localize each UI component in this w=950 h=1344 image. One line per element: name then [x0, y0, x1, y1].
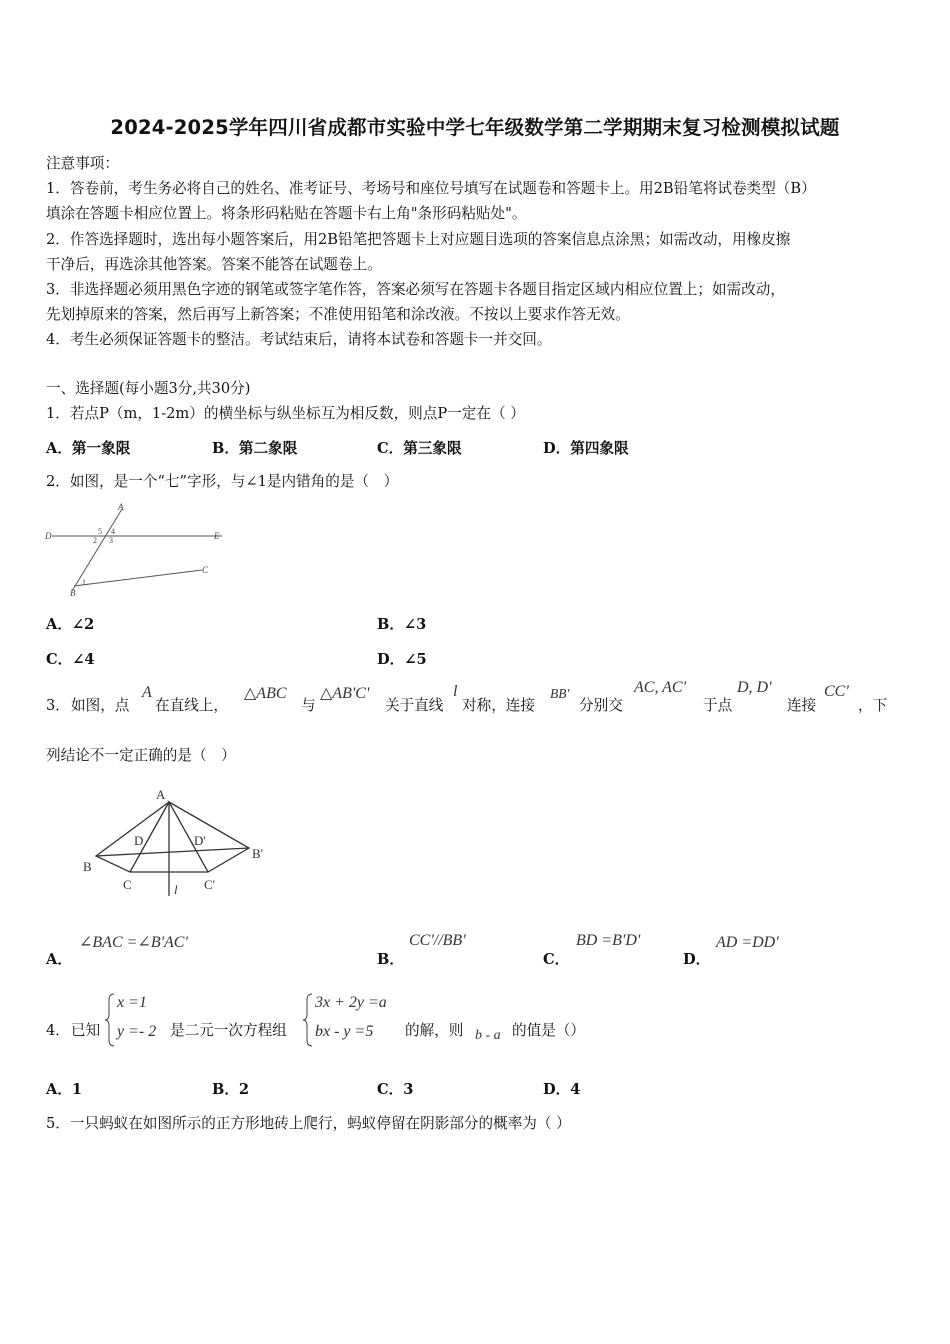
label-angle-2: 2 — [93, 536, 97, 545]
question-text: 列结论不一定正确的是（ ） — [46, 747, 236, 764]
math-triangle-abc-prime: △AB'C' — [320, 685, 370, 702]
notice-line: 干净后，再选涂其他答案。答案不能答在试题卷上。 — [46, 256, 382, 273]
option-c: C．第三象限 — [377, 440, 462, 457]
label-b: B — [83, 859, 92, 874]
triangle-abc-prime — [169, 802, 249, 872]
question-number: 4． — [46, 1022, 70, 1039]
option-a-letter: A． — [46, 951, 72, 968]
question-text: ，下 — [858, 697, 888, 714]
option-c-letter: C． — [543, 951, 570, 968]
label-e: E — [214, 531, 220, 541]
option-d-math: AD =DD' — [716, 934, 779, 951]
system2-eq2: bx - y =5 — [315, 1023, 374, 1040]
question-text: 的解，则 — [405, 1022, 464, 1039]
math-triangle-abc: △ABC — [244, 685, 287, 702]
question-number: 5． — [46, 1115, 70, 1132]
question-text: 的值是（） — [512, 1022, 585, 1039]
notice-line: 先划掉原来的答案，然后再写上新答案；不准使用铅笔和涂改液。不按以上要求作答无效。 — [46, 306, 630, 323]
question-2 — [46, 470, 398, 491]
segment-bb-prime — [96, 848, 249, 856]
question-number: 1． — [46, 405, 70, 422]
label-d-prime: D' — [194, 833, 206, 848]
q3-figure — [80, 780, 275, 900]
math-point-a: A — [142, 684, 152, 701]
question-number: 3． — [46, 697, 70, 714]
notice-line: 填涂在答题卡相应位置上。将条形码粘贴在答题卡右上角"条形码粘贴处"。 — [46, 205, 527, 222]
question-text: 如图，点 — [71, 697, 130, 714]
label-angle-4: 4 — [111, 527, 115, 536]
line-bc — [74, 570, 202, 586]
question-text: 一只蚂蚁在如图所示的正方形地砖上爬行，蚂蚁停留在阴影部分的概率为（ ） — [69, 1115, 571, 1132]
question-text: 连接 — [787, 697, 817, 714]
question-text: 关于直线 — [385, 697, 444, 714]
math-ac-ac-prime: AC, AC' — [634, 679, 687, 696]
question-text: 在直线上， — [155, 697, 228, 714]
question-text: 若点P（m，1-2m）的横坐标与纵坐标互为相反数，则点P一定在（ ） — [69, 405, 525, 422]
question-text: 对称，连接 — [462, 697, 535, 714]
label-c-prime: C' — [204, 877, 216, 892]
label-d: D — [134, 833, 144, 848]
label-angle-1: 1 — [82, 578, 86, 587]
label-angle-5: 5 — [98, 527, 102, 536]
notice-line: 3．非选择题必须用黑色字迹的钢笔或签字笔作答，答案必须写在答题卡各题目指定区域内相应位置上；如需改动， — [46, 281, 785, 298]
option-a-math: ∠BAC =∠B'AC' — [79, 934, 188, 951]
math-b-minus-a: b - a — [475, 1028, 501, 1043]
option-b-letter: B． — [377, 951, 404, 968]
question-text: 于点 — [703, 697, 733, 714]
option-b-math: CC'//BB' — [409, 932, 466, 949]
system2-eq1: 3x + 2y =a — [315, 994, 387, 1011]
page-title: 2024-2025学年四川省成都市实验中学七年级数学第二学期期末复习检测模拟试题 — [110, 116, 840, 139]
brace-icon — [302, 992, 314, 1048]
option-a: A．第一象限 — [46, 440, 131, 457]
line-ab — [72, 509, 122, 591]
notice-heading: 注意事项： — [46, 155, 119, 172]
notice-line: 4．考生必须保证答题卡的整洁。考试结束后，请将本试卷和答题卡一并交回。 — [46, 331, 552, 348]
section-heading: 一、选择题(每小题3分,共30分) — [46, 380, 251, 397]
option-c: C．3 — [377, 1081, 414, 1098]
question-text: 如图，是一个“七”字形，与∠1是内错角的是（ ） — [69, 473, 399, 490]
label-l: l — [174, 882, 178, 897]
question-text: 是二元一次方程组 — [170, 1022, 287, 1039]
option-b: B．∠3 — [377, 616, 427, 633]
label-c: C — [202, 565, 209, 575]
math-d-d-prime: D, D' — [737, 679, 772, 696]
question-5 — [46, 1112, 571, 1133]
system1-eq1: x =1 — [117, 994, 147, 1011]
label-angle-3: 3 — [109, 536, 113, 545]
option-b: B．第二象限 — [212, 440, 298, 457]
question-number: 2． — [46, 473, 70, 490]
question-text: 已知 — [71, 1022, 101, 1039]
option-c: C．∠4 — [46, 651, 95, 668]
notice-line: 2．作答选择题时，选出每小题答案后，用2B铅笔把答题卡上对应题目选项的答案信息点涂黑；如需改动，用橡皮擦 — [46, 231, 791, 248]
notice-line: 1．答卷前，考生务必将自己的姓名、准考证号、考场号和座位号填写在试题卷和答题卡上。用2B铅笔将试卷类型（B） — [46, 180, 816, 197]
brace-icon — [104, 992, 116, 1048]
triangle-abc — [96, 802, 169, 872]
label-b: B — [70, 588, 76, 598]
math-cc-prime: CC' — [824, 683, 849, 700]
label-d: D — [45, 531, 52, 541]
question-text: 分别交 — [579, 697, 623, 714]
option-d: D．第四象限 — [543, 440, 629, 457]
label-b-prime: B' — [252, 846, 264, 861]
option-a: A．1 — [46, 1081, 83, 1098]
option-d-letter: D． — [683, 951, 711, 968]
option-d: D．∠5 — [377, 651, 427, 668]
label-c: C — [123, 877, 132, 892]
system1-eq2: y =- 2 — [117, 1023, 157, 1040]
label-a: A — [156, 787, 166, 802]
option-b: B．2 — [212, 1081, 250, 1098]
option-c-math: BD =B'D' — [576, 932, 641, 949]
question-text: 与 — [301, 697, 316, 714]
math-bb-prime: BB' — [550, 686, 570, 701]
label-a: A — [118, 502, 124, 512]
question-1 — [46, 402, 525, 423]
option-a: A．∠2 — [46, 616, 95, 633]
option-d: D．4 — [543, 1081, 581, 1098]
math-line-l: l — [453, 683, 458, 700]
q2-figure — [44, 500, 229, 600]
